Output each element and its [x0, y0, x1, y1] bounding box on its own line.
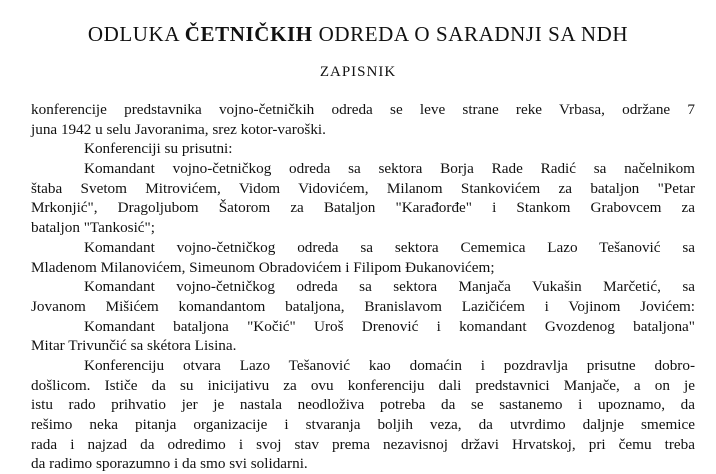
text-line: Mrkonjić", Dragoljubom Šatorom za Bataljon "Karađorđe" i Stankom Grabovcem za — [31, 199, 695, 217]
text-line: juna 1942 u selu Javoranima, srez kotor-varoški. — [31, 120, 326, 138]
text-line: Konferenciji su prisutni: — [84, 140, 233, 158]
title-part-2: ODREDA O SARADNJI SA NDH — [312, 22, 629, 46]
text-line: Jovanom Mišićem komandantom bataljona, Branislavom Lazičićem i Vojinom Jovićem: — [31, 297, 695, 315]
text-line: Mitar Trivunčić sa skétora Lisina. — [31, 337, 237, 355]
title-part-1: ODLUKA — [87, 22, 185, 46]
text-line: došlicom. Ističe da su inicijativu za ovu konferenciju dali predstavnici Manjače, a on je — [31, 376, 695, 394]
document-body — [31, 100, 695, 474]
document-subtitle: ZAPISNIK — [319, 64, 397, 80]
text-line: istu rado prihvatio jer je nastala neodloživa potreba da se sastanemo i upoznamo, da — [31, 396, 695, 414]
text-line: Mladenom Milanovićem, Simeunom Obradovićem i Filipom Đukanovićem; — [31, 258, 495, 276]
text-line: štaba Svetom Mitrovićem, Vidom Vidovićem, Milanom Stankovićem za bataljon "Petar — [31, 179, 695, 197]
text-line: konferencije predstavnika vojno-četničkih odreda se leve strane reke Vrbasa, održane 7 — [31, 101, 695, 118]
text-line: Komandant bataljona "Kočić" Uroš Drenović i komandant Gvozdenog bataljona" — [84, 317, 695, 335]
text-line: Komandant vojno-četničkog odreda sa sektora Cememica Lazo Tešanović sa — [84, 238, 695, 256]
text-line: rada i najzad da odredimo i svoj stav prema nezavisnoj državi Hrvatskoj, pri čemu treba — [31, 435, 695, 453]
text-line: Komandant vojno-četničkog odreda sa sektora Borja Rade Radić sa načelnikom — [84, 160, 695, 178]
text-line: Komandant vojno-četničkog odreda sa sektora Manjača Vukašin Marčetić, sa — [84, 278, 695, 296]
text-line: da radimo sporazumno i da smo svi solidarni. — [31, 455, 308, 473]
text-line: rešimo neka pitanja organizacije i stvaranja boljih veza, da utvrdimo daljnje smemice — [31, 416, 695, 433]
document-title — [0, 22, 716, 47]
title-bold-word: ČETNIČKIH — [184, 22, 313, 46]
text-line: Konferenciju otvara Lazo Tešanović kao domaćin i pozdravlja prisutne dobro- — [84, 356, 695, 374]
text-line: bataljon "Tankosić"; — [31, 219, 155, 237]
